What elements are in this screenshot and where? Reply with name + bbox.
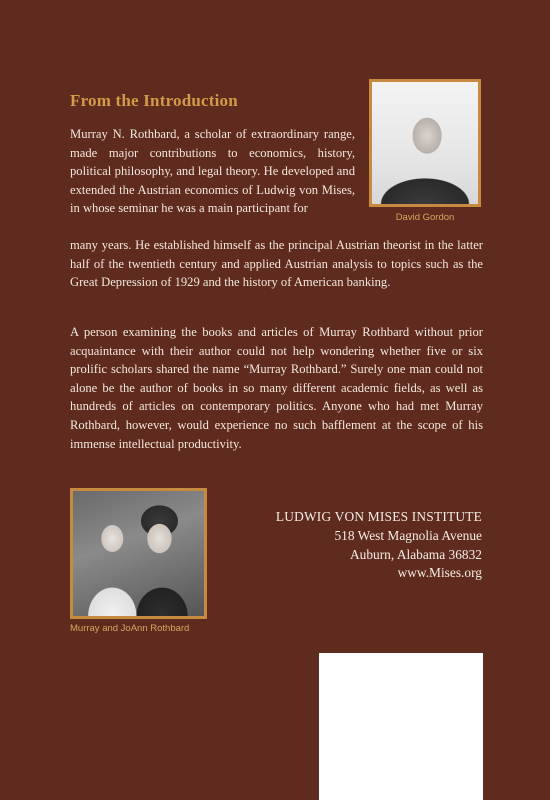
publisher-block [276,508,482,583]
barcode-area [319,653,483,800]
david-gordon-photo-frame [369,79,481,207]
rothbard-couple-caption: Murray and JoAnn Rothbard [70,623,190,634]
intro-paragraph-1-continued: many years. He established himself as the principal Austrian theorist in the latter half of the twentieth century and applied Austrian analysis to topics such as the Great Depression of 1929 and the history of American banking. [70,238,483,290]
publisher-name: LUDWIG VON MISES INSTITUTE [275,509,482,524]
publisher-website: www.Mises.org [397,565,482,581]
david-gordon-photo [372,82,478,204]
intro-paragraph-2: A person examining the books and articles of Murray Rothbard without prior acquaintance with their author could not help wondering whether five or six prolific scholars shared the name “Murray Rothbard.” Surely one man could not alone be the author of books in so many different academic fields, as well as hundreds of articles on contemporary politics. Anyone who had met Murray Rothbard, however, would experience no such bafflement at the scope of his immense intellectual productivity. [70,325,483,451]
rothbard-couple-photo [73,491,204,616]
intro-paragraph-1-wrapped: Murray N. Rothbard, a scholar of extraordinary range, made major contributions to economics, history, political philosophy, and legal theory. He developed and extended the Austrian economics of Ludwig von Mises, in whose seminar he was a main participant for [70,127,355,216]
david-gordon-caption: David Gordon [395,212,455,223]
publisher-city: Auburn, Alabama 36832 [349,546,482,562]
rothbard-couple-photo-frame [70,488,207,619]
section-heading: From the Introduction [70,91,238,110]
publisher-street: 518 West Magnolia Avenue [334,527,482,543]
